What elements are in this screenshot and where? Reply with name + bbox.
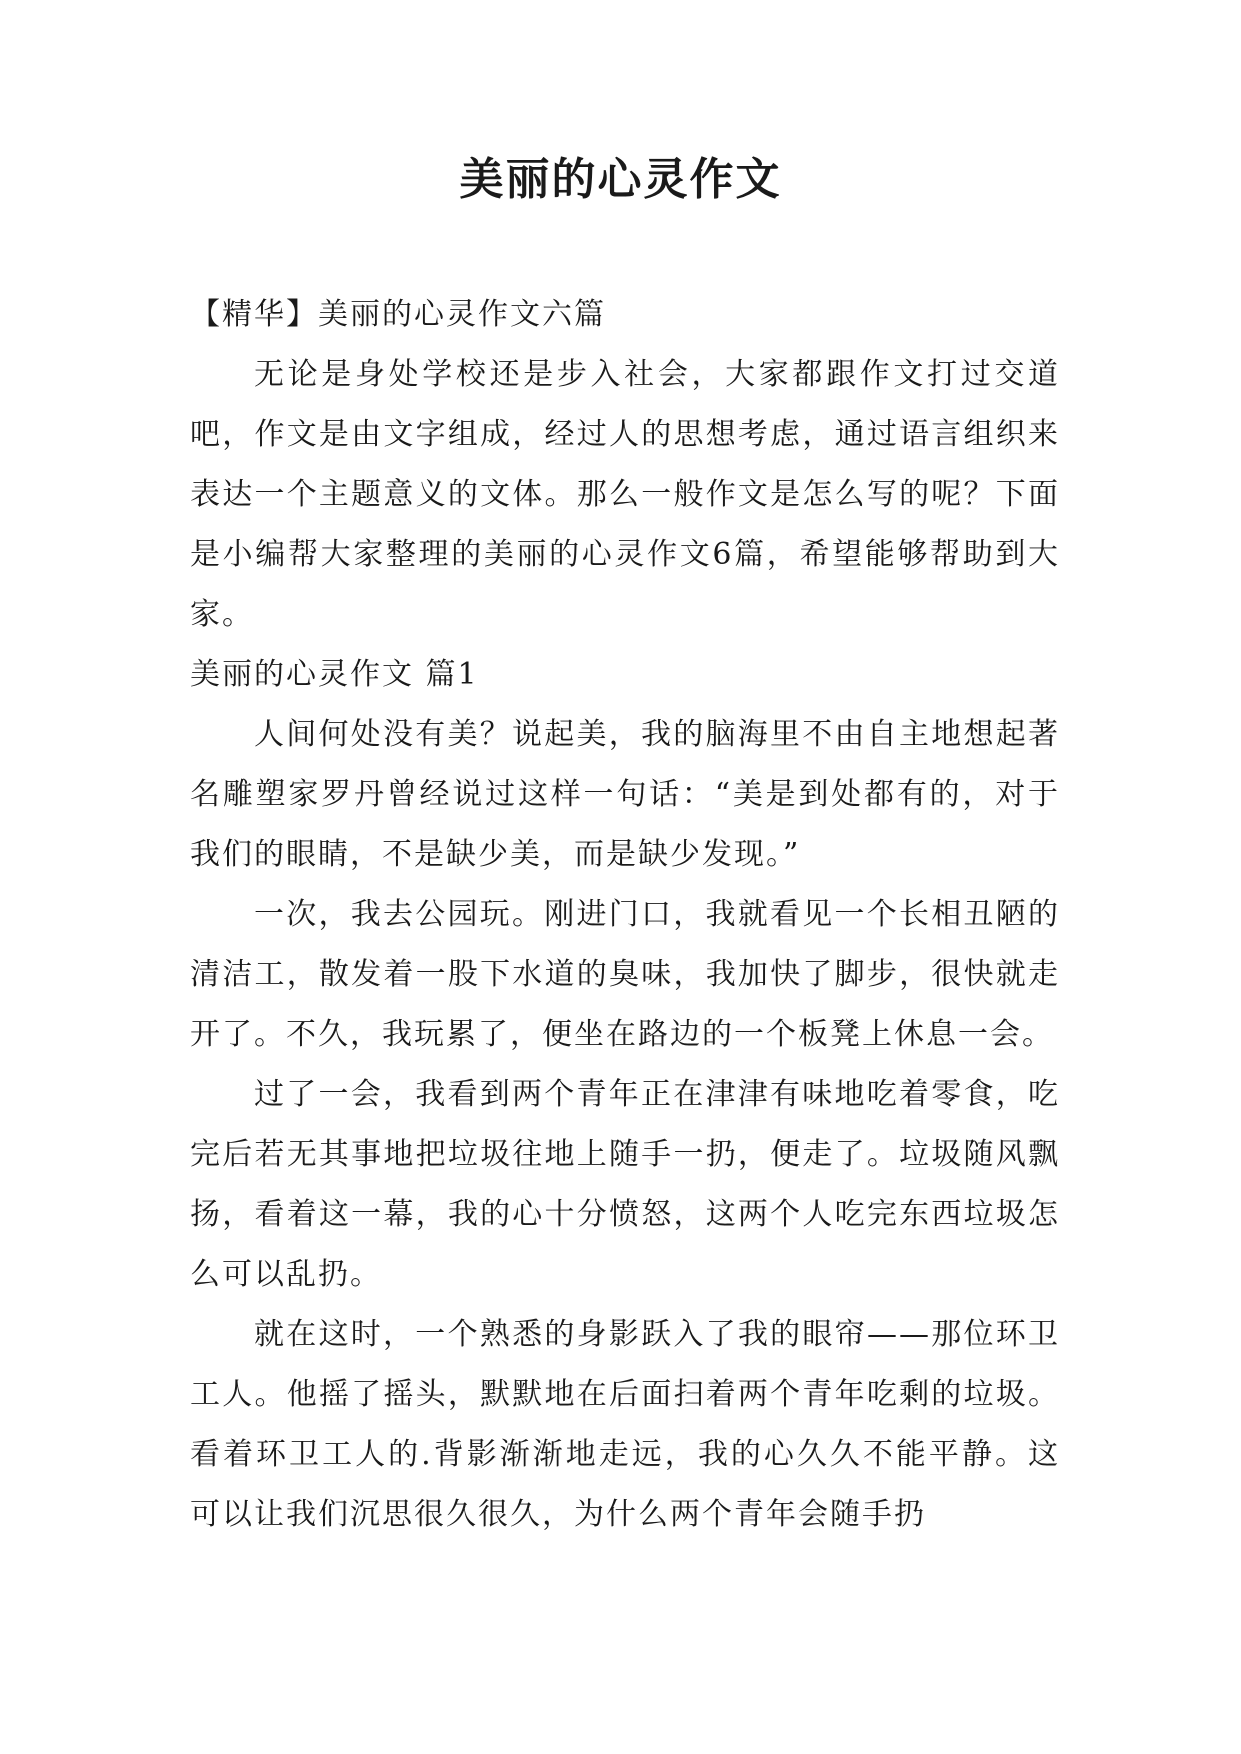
body-paragraph: 就在这时，一个熟悉的身影跃入了我的眼帘——那位环卫工人。他摇了摇头，默默地在后面扫着两个青年吃剩的垃圾。看着环卫工人的.背影渐渐地走远，我的心久久不能平静。这可以让我们沉思很久很久，为什么两个青年会随手扔 bbox=[190, 1317, 1060, 1532]
intro-paragraph: 无论是身处学校还是步入社会，大家都跟作文打过交道吧，作文是由文字组成，经过人的思想考虑，通过语言组织来表达一个主题意义的文体。那么一般作文是怎么写的呢？下面是小编帮大家整理的美丽的心灵作文6篇，希望能够帮助到大家。 bbox=[190, 357, 1060, 632]
document-title: 美丽的心灵作文 bbox=[459, 154, 782, 205]
body-paragraph: 人间何处没有美？说起美，我的脑海里不由自主地想起著名雕塑家罗丹曾经说过这样一句话：“美是到处都有的，对于我们的眼睛，不是缺少美，而是缺少发现。” bbox=[190, 717, 1060, 872]
body-paragraph: 过了一会，我看到两个青年正在津津有味地吃着零食，吃完后若无其事地把垃圾往地上随手一扔，便走了。垃圾随风飘扬，看着这一幕，我的心十分愤怒，这两个人吃完东西垃圾怎么可以乱扔。 bbox=[190, 1077, 1060, 1292]
body-paragraph: 一次，我去公园玩。刚进门口，我就看见一个长相丑陋的清洁工，散发着一股下水道的臭味，我加快了脚步，很快就走开了。不久，我玩累了，便坐在路边的一个板凳上休息一会。 bbox=[190, 897, 1060, 1052]
section-heading: 美丽的心灵作文 篇1 bbox=[190, 657, 479, 692]
document-body bbox=[190, 285, 1060, 1545]
document-subtitle: 【精华】美丽的心灵作文六篇 bbox=[190, 297, 606, 332]
